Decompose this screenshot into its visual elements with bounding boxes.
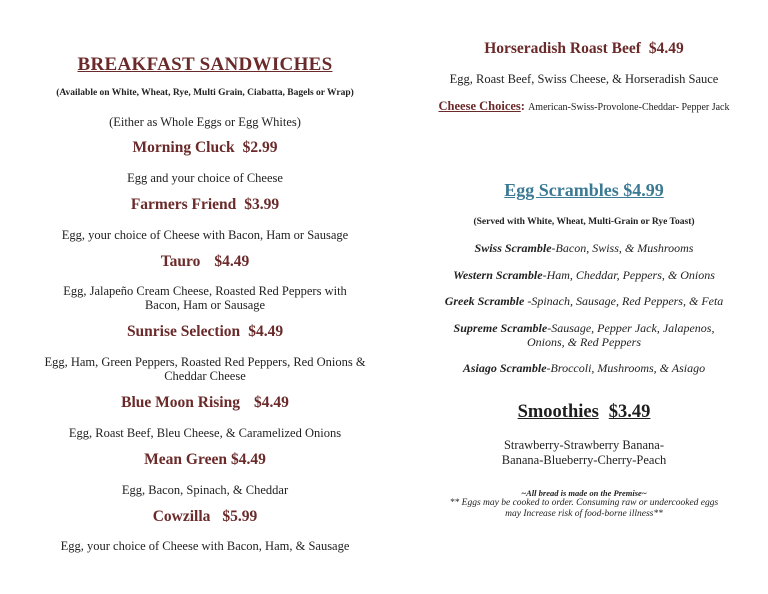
item-name: Farmers Friend <box>130 196 237 213</box>
item-description: Egg and your choice of Cheese <box>127 171 283 185</box>
scramble-item: Swiss Scramble-Bacon, Swiss, & Mushrooms <box>474 241 694 255</box>
item-name: Tauro <box>160 253 201 270</box>
scramble-item: Supreme Scramble-Sausage, Pepper Jack, Jalapenos, Onions, & Red Peppers <box>453 321 715 349</box>
bread-note: ~All bread is made on the Premise~ <box>521 488 647 498</box>
scrambles-title: Egg Scrambles $4.99 <box>504 180 664 200</box>
scrambles-subtitle: (Served with White, Wheat, Multi-Grain or Rye Toast) <box>473 217 695 227</box>
item-price: $4.49 <box>253 394 289 411</box>
item-description: Egg, Ham, Green Peppers, Roasted Red Peppers, Red Onions & Cheddar Cheese <box>44 355 366 383</box>
smoothies-price: $3.49 <box>608 402 651 422</box>
scramble-desc: Spinach, Sausage, Red Peppers, & Feta <box>531 294 724 308</box>
scramble-desc: Bacon, Swiss, & Mushrooms <box>555 241 694 255</box>
item-price: $4.49 <box>648 40 684 57</box>
menu-item-title <box>0 508 410 526</box>
item-name: Sunrise Selection <box>126 323 241 340</box>
scramble-name: Western Scramble <box>453 268 543 282</box>
scramble-item: Greek Scramble -Spinach, Sausage, Red Peppers, & Feta <box>444 294 724 308</box>
item-name: Cowzilla <box>152 508 211 525</box>
cheese-options: American-Swiss-Provolone-Cheddar- Pepper Jack <box>528 102 730 113</box>
item-description: Egg, your choice of Cheese with Bacon, Ham or Sausage <box>61 228 349 242</box>
item-description: Egg, Jalapeño Cream Cheese, Roasted Red Peppers with Bacon, Ham or Sausage <box>63 284 347 312</box>
horseradish-description: Egg, Roast Beef, Swiss Cheese, & Horseradish Sauce <box>449 72 719 86</box>
scramble-desc: Broccoli, Mushrooms, & Asiago <box>550 361 706 375</box>
cheese-choices: Cheese Choices: American-Swiss-Provolone-Cheddar- Pepper Jack <box>438 99 730 113</box>
scramble-desc: Ham, Cheddar, Peppers, & Onions <box>546 268 715 282</box>
scramble-desc: Sausage, Pepper Jack, Jalapenos, Onions, & Red Peppers <box>527 321 715 349</box>
menu-item-title <box>0 196 410 214</box>
item-name: Morning Cluck <box>132 139 235 156</box>
item-price: $4.49 <box>230 451 266 468</box>
item-description: Egg, Roast Beef, Bleu Cheese, & Caramelized Onions <box>68 426 342 440</box>
item-price: $4.49 <box>214 253 250 270</box>
item-name: Horseradish Roast Beef <box>484 40 641 57</box>
menu-item-title <box>0 253 410 271</box>
smoothies-name: Smoothies <box>517 402 599 422</box>
menu-item-title <box>0 451 410 469</box>
egg-warning: ** Eggs may be cooked to order. Consuming raw or undercooked eggs may Increase risk of food-borne illness** <box>449 498 719 519</box>
item-price: $2.99 <box>242 139 278 156</box>
scramble-name: Greek Scramble <box>444 294 528 308</box>
item-name: Blue Moon Rising <box>121 394 240 411</box>
item-price: $5.99 <box>222 508 258 525</box>
menu-item-title <box>0 394 410 412</box>
menu-item-title <box>0 139 410 157</box>
item-description: Egg, your choice of Cheese with Bacon, Ham, & Sausage <box>60 539 350 553</box>
menu-item-title <box>0 323 410 341</box>
cheese-label: Cheese Choices <box>438 99 521 113</box>
smoothies-title <box>400 402 768 423</box>
smoothies-line-1: Strawberry-Strawberry Banana- <box>503 438 664 452</box>
scramble-name: Swiss Scramble <box>474 241 552 255</box>
scramble-name: Supreme Scramble <box>453 321 548 335</box>
item-description: Egg, Bacon, Spinach, & Cheddar <box>121 483 289 497</box>
horseradish-title <box>400 40 768 58</box>
smoothies-line-2: Banana-Blueberry-Cherry-Peach <box>501 453 667 467</box>
availability-note: (Available on White, Wheat, Rye, Multi Grain, Ciabatta, Bagels or Wrap) <box>56 88 354 98</box>
scramble-item: Asiago Scramble-Broccoli, Mushrooms, & Asiago <box>462 361 706 375</box>
item-price: $3.99 <box>244 196 280 213</box>
breakfast-title: BREAKFAST SANDWICHES <box>77 54 333 75</box>
scramble-item: Western Scramble-Ham, Cheddar, Peppers, & Onions <box>453 268 715 282</box>
item-name: Mean Green <box>144 451 227 468</box>
scramble-name: Asiago Scramble <box>462 361 547 375</box>
egg-note: (Either as Whole Eggs or Egg Whites) <box>109 115 301 129</box>
item-price: $4.49 <box>248 323 284 340</box>
